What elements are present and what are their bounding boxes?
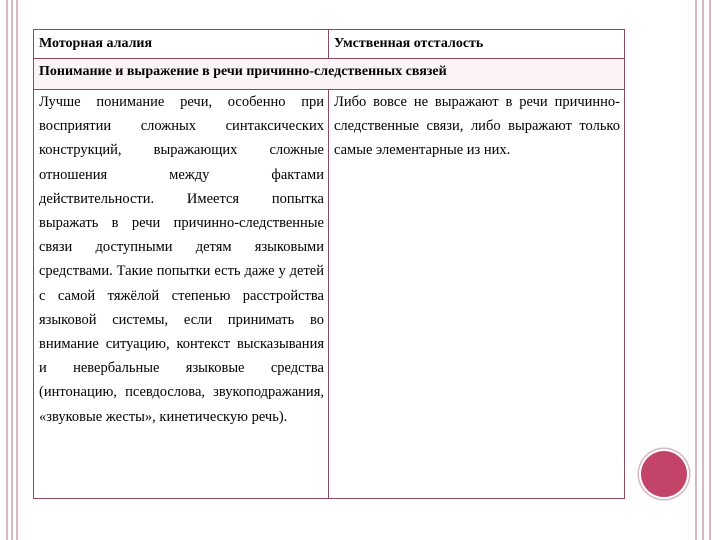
- right-decor-stripe: [702, 0, 704, 540]
- table-cell-right: Либо вовсе не выражают в речи причинно-следственные связи, либо выражают только самые элементарные из них.: [329, 90, 625, 499]
- left-decor-stripe: [16, 0, 18, 540]
- subheader-cell: Понимание и выражение в речи причинно-следственных связей: [34, 59, 625, 90]
- table-cell-left: Лучше понимание речи, особенно при восприятии сложных синтаксических конструкций, выражающих сложные отношения между фактами действительности. Имеется попытка выражать в речи причинно-следственные связи доступными детям языковыми средствами. Такие попытки есть даже у детей с самой тяжёлой степенью расстройства языковой системы, если принимать во внимание ситуацию, контекст высказывания и невербальные языковые средства (интонацию, псевдослова, звукоподражания, «звуковые жесты», кинетическую речь).: [34, 90, 329, 499]
- decorative-circle: [641, 451, 687, 497]
- header-cell-mental-retardation: Умственная отсталость: [329, 30, 625, 59]
- table-row: [34, 90, 625, 499]
- left-decor-stripe: [6, 0, 8, 540]
- header-cell-motor-alalia: Моторная алалия: [34, 30, 329, 59]
- comparison-table: [33, 29, 625, 499]
- table-subheader-row: [34, 59, 625, 90]
- left-decor-stripe: [11, 0, 13, 540]
- table-header-row: [34, 30, 625, 59]
- right-decor-stripe: [695, 0, 697, 540]
- right-decor-stripe: [709, 0, 711, 540]
